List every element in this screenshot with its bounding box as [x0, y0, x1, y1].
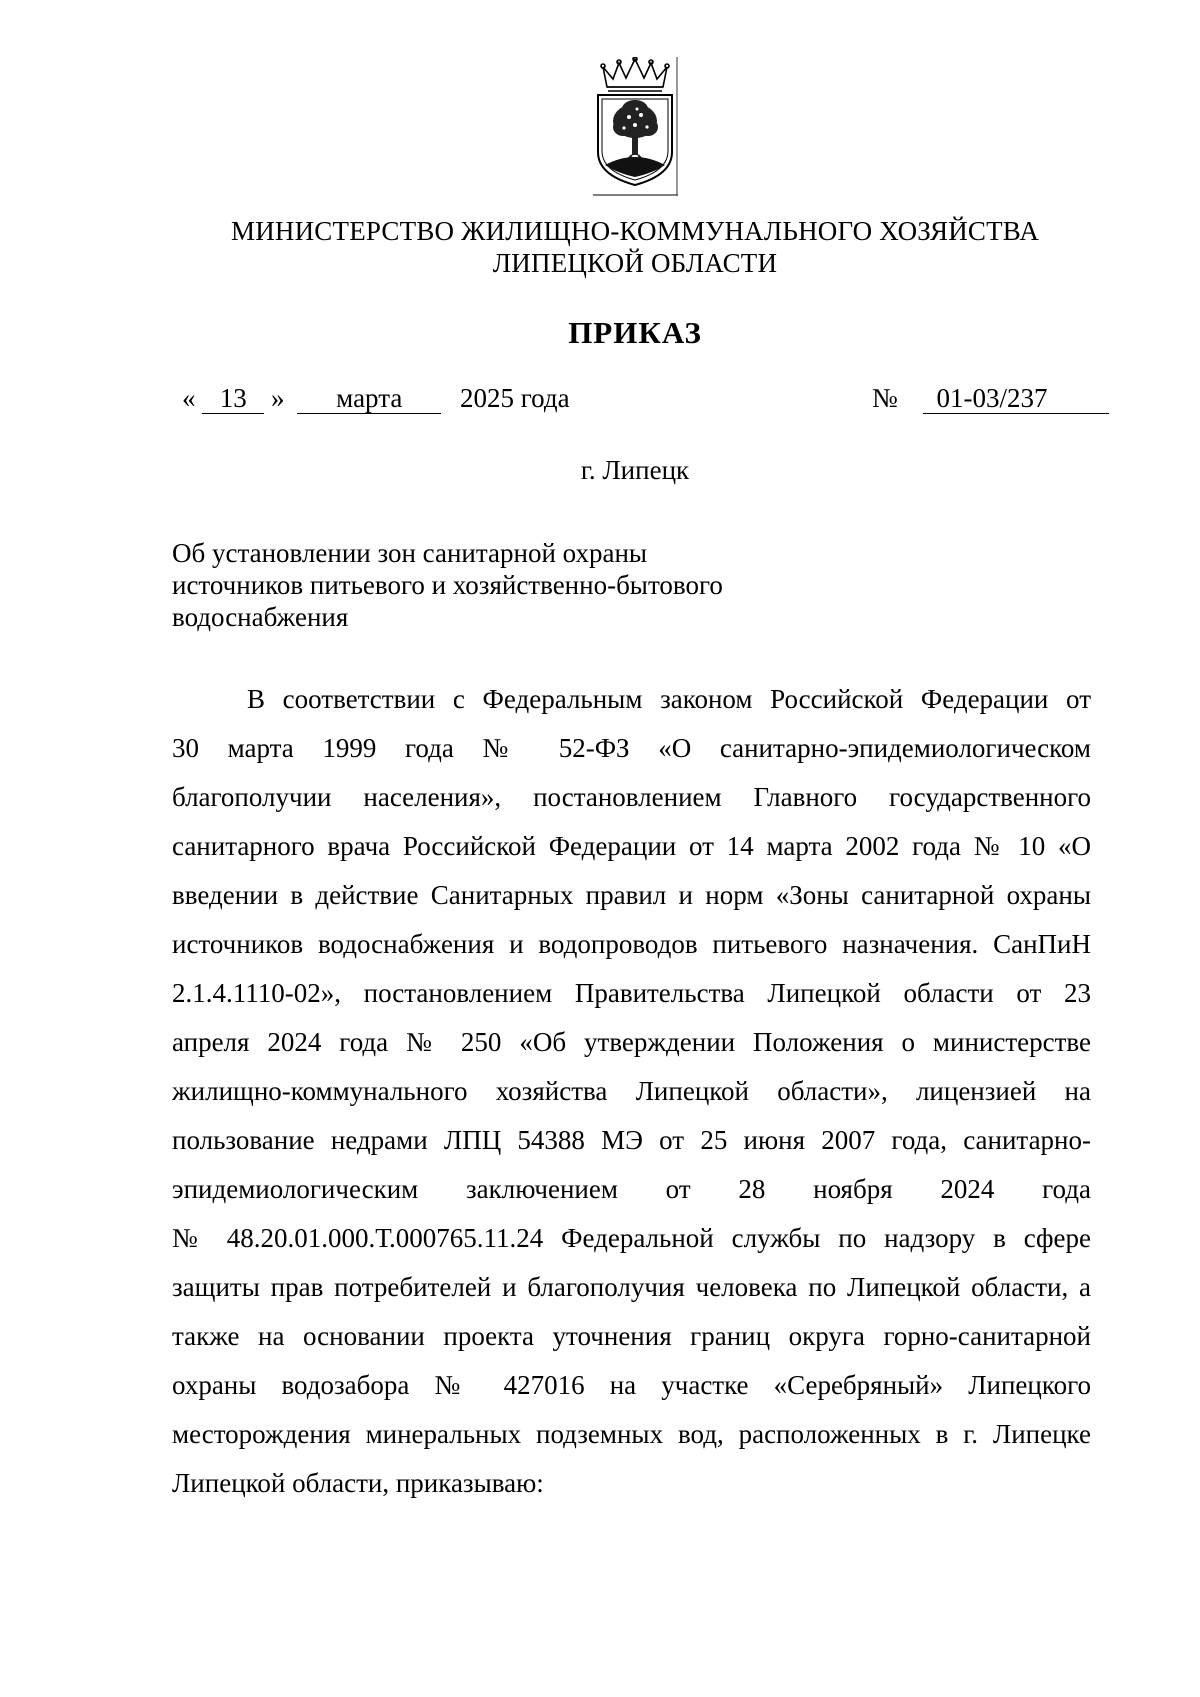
body-line: охраны водозабора № 427016 на участке «Серебряный» Липецкого	[172, 1370, 1091, 1400]
number-sign: №	[872, 383, 898, 413]
body-line: В соответствии с Федеральным законом Российской Федерации от	[247, 684, 1091, 714]
coat-of-arms-icon	[593, 57, 678, 197]
subject-line: Об установлении зон санитарной охраны	[172, 538, 648, 568]
subject-line: водоснабжения	[172, 602, 349, 632]
subject-line: источников питьевого и хозяйственно-бытового	[172, 570, 723, 600]
body-line: 30 марта 1999 года № 52-ФЗ «О санитарно-эпидемиологическом	[172, 733, 1091, 763]
date-close-quote: »	[271, 383, 285, 413]
body-line: Липецкой области, приказываю:	[172, 1468, 544, 1498]
body-line: также на основании проекта уточнения границ округа горно-санитарной	[172, 1321, 1091, 1351]
document-title: ПРИКАЗ	[568, 315, 702, 350]
body-line: пользование недрами ЛПЦ 54388 МЭ от 25 июня 2007 года, санитарно-	[172, 1125, 1091, 1155]
body-line: санитарного врача Российской Федерации от 14 марта 2002 года № 10 «О	[172, 831, 1091, 861]
city: г. Липецк	[580, 455, 690, 485]
date-open-quote: «	[182, 383, 196, 413]
ministry-name-line1: МИНИСТЕРСТВО ЖИЛИЩНО-КОММУНАЛЬНОГО ХОЗЯЙСТВА	[230, 216, 1040, 246]
order-preamble	[172, 675, 1091, 1508]
body-line: месторождения минеральных подземных вод, расположенных в г. Липецке	[172, 1419, 1091, 1449]
body-line: источников водоснабжения и водопроводов питьевого назначения. СанПиН	[172, 929, 1091, 959]
order-date	[182, 383, 570, 414]
order-subject	[172, 537, 812, 633]
number-value: 01-03/237	[923, 383, 1109, 414]
date-year: 2025 года	[460, 383, 570, 413]
date-month: марта	[297, 383, 441, 414]
body-line: апреля 2024 года № 250 «Об утверждении Положения о министерстве	[172, 1027, 1091, 1057]
body-line: благополучии населения», постановлением Главного государственного	[172, 782, 1091, 812]
body-line: введении в действие Санитарных правил и норм «Зоны санитарной охраны	[172, 880, 1091, 910]
ministry-name	[0, 215, 1200, 279]
body-line: 2.1.4.1110-02», постановлением Правительства Липецкой области от 23	[172, 978, 1091, 1008]
body-line: № 48.20.01.000.Т.000765.11.24 Федеральной службы по надзору в сфере	[172, 1223, 1091, 1253]
date-day: 13	[202, 383, 264, 414]
body-line: эпидемиологическим заключением от 28 ноября 2024 года	[172, 1174, 1091, 1204]
ministry-name-line2: ЛИПЕЦКОЙ ОБЛАСТИ	[492, 248, 778, 278]
body-line: защиты прав потребителей и благополучия человека по Липецкой области, а	[172, 1272, 1091, 1302]
order-number	[872, 383, 1109, 414]
body-line: жилищно-коммунального хозяйства Липецкой области», лицензией на	[172, 1076, 1091, 1106]
